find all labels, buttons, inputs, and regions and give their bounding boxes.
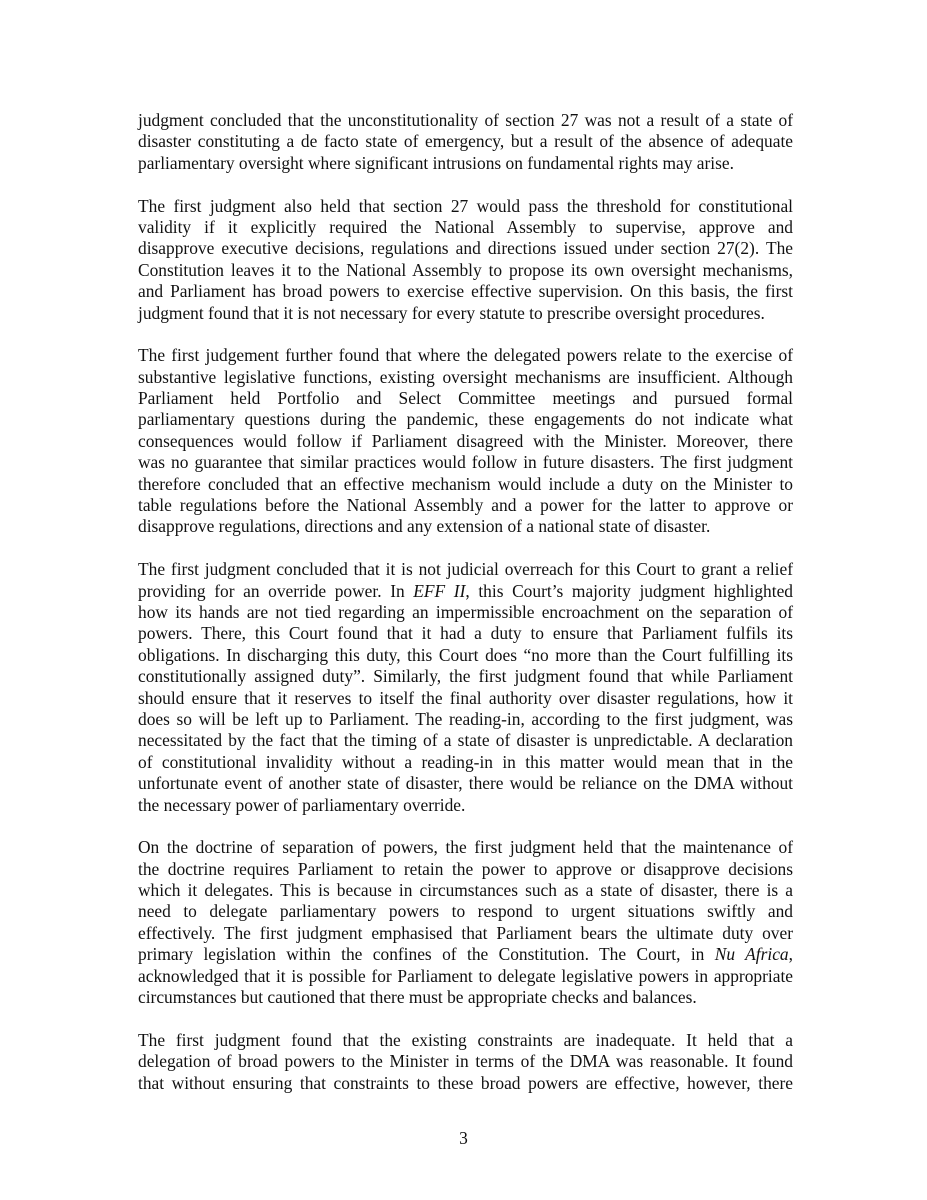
text-line: The first judgment concluded that it is not judicial overreach for this Court to grant a relief xyxy=(138,559,793,580)
text-line: The first judgment found that the existing constraints are inadequate. It held that a xyxy=(138,1029,793,1050)
text-line: effectively. The first judgment emphasised that Parliament bears the ultimate duty over xyxy=(138,922,793,943)
text-line: judgment found that it is not necessary for every statute to prescribe oversight procedures. xyxy=(138,302,765,323)
text-segment: , xyxy=(788,944,793,965)
page-number: 3 xyxy=(459,1128,468,1148)
case-name-italic: EFF II xyxy=(413,580,466,601)
text-line: which it delegates. This is because in circumstances such as a state of disaster, there is a xyxy=(138,880,793,901)
text-line: the doctrine requires Parliament to retain the power to approve or disapprove decisions xyxy=(138,858,793,879)
paragraph xyxy=(138,196,793,324)
text-line: should ensure that it reserves to itself the final authority over disaster regulations, how it xyxy=(138,687,793,708)
text-line: therefore concluded that an effective mechanism would include a duty on the Minister to xyxy=(138,473,793,494)
text-line: acknowledged that it is possible for Parliament to delegate legislative powers in appropriate xyxy=(138,965,793,986)
text-segment: , this Court’s majority judgment highlighted xyxy=(465,580,793,601)
text-line: table regulations before the National Assembly and a power for the latter to approve or xyxy=(138,495,793,516)
text-line: The first judgment also held that section 27 would pass the threshold for constitutional xyxy=(138,195,793,216)
text-line: judgment concluded that the unconstitutionality of section 27 was not a result of a state of xyxy=(138,110,793,130)
text-line: validity if it explicitly required the National Assembly to supervise, approve and xyxy=(138,216,793,237)
text-line: disapprove executive decisions, regulations and directions issued under section 27(2). The xyxy=(138,238,793,259)
text-line: The first judgement further found that where the delegated powers relate to the exercise of xyxy=(138,345,793,366)
text-line: parliamentary oversight where significant intrusions on fundamental rights may arise. xyxy=(138,152,734,173)
text-line: need to delegate parliamentary powers to respond to urgent situations swiftly and xyxy=(138,901,793,922)
text-line: substantive legislative functions, existing oversight mechanisms are insufficient. Although xyxy=(138,366,793,387)
text-line: circumstances but cautioned that there must be appropriate checks and balances. xyxy=(138,987,697,1008)
paragraph xyxy=(138,345,793,538)
text-line xyxy=(138,944,793,965)
text-line: powers. There, this Court found that it had a duty to ensure that Parliament fulfils its xyxy=(138,623,793,644)
text-line: delegation of broad powers to the Minister in terms of the DMA was reasonable. It found xyxy=(138,1051,793,1072)
text-line: parliamentary questions during the pandemic, these engagements do not indicate what xyxy=(138,409,793,430)
text-line: the necessary power of parliamentary override. xyxy=(138,794,466,815)
text-line: Parliament held Portfolio and Select Committee meetings and pursued formal xyxy=(138,388,793,409)
paragraph xyxy=(138,1030,793,1094)
text-line: constitutionally assigned duty”. Similarly, the first judgment found that while Parliament xyxy=(138,666,793,687)
paragraph xyxy=(138,837,793,1008)
text-segment: primary legislation within the confines of the Constitution. The Court, in xyxy=(138,944,715,965)
text-line: On the doctrine of separation of powers, the first judgment held that the maintenance of xyxy=(138,837,793,858)
paragraph xyxy=(138,559,793,816)
paragraph xyxy=(138,110,793,174)
text-line: does so will be left up to Parliament. The reading-in, according to the first judgment, was xyxy=(138,708,793,729)
text-segment: providing for an override power. In xyxy=(138,580,414,601)
text-line: that without ensuring that constraints to these broad powers are effective, however, there xyxy=(138,1072,793,1093)
text-line xyxy=(138,581,793,602)
text-line: disaster constituting a de facto state of emergency, but a result of the absence of adequate xyxy=(138,131,793,152)
text-line: necessitated by the fact that the timing of a state of disaster is unpredictable. A declaration xyxy=(138,730,793,751)
text-line: was no guarantee that similar practices would follow in future disasters. The first judgment xyxy=(138,452,793,473)
text-line: Constitution leaves it to the National Assembly to propose its own oversight mechanisms, xyxy=(138,259,793,280)
text-line: consequences would follow if Parliament disagreed with the Minister. Moreover, there xyxy=(138,430,793,451)
text-line: of constitutional invalidity without a reading-in in this matter would mean that in the xyxy=(138,751,793,772)
text-line: how its hands are not tied regarding an impermissible encroachment on the separation of xyxy=(138,601,793,622)
text-line: obligations. In discharging this duty, this Court does “no more than the Court fulfilling its xyxy=(138,644,793,665)
case-name-italic: Nu Africa xyxy=(714,944,789,965)
text-line: and Parliament has broad powers to exercise effective supervision. On this basis, the first xyxy=(138,281,793,302)
text-line: unfortunate event of another state of disaster, there would be reliance on the DMA without xyxy=(138,773,793,794)
text-line: disapprove regulations, directions and any extension of a national state of disaster. xyxy=(138,516,711,537)
document-body xyxy=(138,110,793,1115)
